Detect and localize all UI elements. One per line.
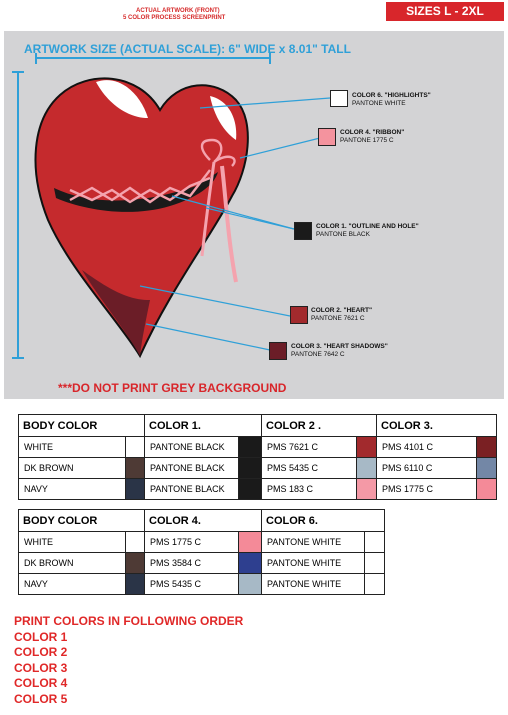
- callout-title: COLOR 4. "RIBBON": [340, 129, 405, 136]
- heart-graphic: [36, 78, 248, 356]
- body-swatch: [125, 479, 144, 500]
- artwork-size-label: ARTWORK SIZE (ACTUAL SCALE): 6" WIDE x 8.01" TALL: [24, 42, 351, 56]
- header-color-1: COLOR 1.: [145, 415, 262, 437]
- callout-pantone: PANTONE WHITE: [352, 100, 406, 107]
- callout-pantone: PANTONE 7621 C: [311, 315, 365, 322]
- print-order-item: COLOR 5: [14, 691, 68, 706]
- color2-value: PMS 7621 C: [262, 437, 357, 458]
- header-color-2: COLOR 2 .: [262, 415, 377, 437]
- print-order-item: COLOR 3: [14, 660, 68, 675]
- table-row: [19, 437, 497, 458]
- header-body-color: BODY COLOR: [19, 415, 145, 437]
- print-order-title: PRINT COLORS IN FOLLOWING ORDER: [14, 614, 244, 628]
- body-color-name: NAVY: [19, 479, 126, 500]
- color6-swatch: [365, 532, 385, 553]
- color6-value: PANTONE WHITE: [262, 532, 365, 553]
- body-swatch: [125, 532, 144, 553]
- table-row: [19, 479, 497, 500]
- color3-swatch: [477, 479, 497, 500]
- color3-callout: [291, 343, 388, 359]
- table-row: [19, 574, 385, 595]
- callout-title: COLOR 3. "HEART SHADOWS": [291, 343, 388, 350]
- color2-heart-swatch: [290, 306, 308, 324]
- callout-title: COLOR 2. "HEART": [311, 307, 373, 314]
- do-not-print-warning: ***DO NOT PRINT GREY BACKGROUND: [58, 381, 287, 395]
- color2-swatch: [357, 458, 377, 479]
- body-color-name: NAVY: [19, 574, 126, 595]
- color1-value: PANTONE BLACK: [145, 437, 239, 458]
- body-color-name: DK BROWN: [19, 458, 126, 479]
- color1-value: PANTONE BLACK: [145, 458, 239, 479]
- callout-title: COLOR 1. "OUTLINE AND HOLE": [316, 223, 419, 230]
- artwork-header-subtitle: 5 COLOR PROCESS SCREENPRINT: [123, 15, 226, 21]
- table-header-row: [19, 415, 497, 437]
- color3-shadows-swatch: [269, 342, 287, 360]
- color4-swatch: [239, 532, 262, 553]
- color2-callout: [311, 307, 372, 323]
- color4-value: PMS 3584 C: [145, 553, 239, 574]
- color6-value: PANTONE WHITE: [262, 553, 365, 574]
- body-swatch: [125, 553, 144, 574]
- callout-pantone: PANTONE 7642 C: [291, 351, 345, 358]
- body-swatch: [125, 458, 144, 479]
- color-spec-table-1: [18, 414, 497, 500]
- color3-value: PMS 1775 C: [377, 479, 477, 500]
- color-spec-table-2: [18, 509, 385, 595]
- color4-value: PMS 1775 C: [145, 532, 239, 553]
- color1-value: PANTONE BLACK: [145, 479, 239, 500]
- header-body-color: BODY COLOR: [19, 510, 145, 532]
- color4-value: PMS 5435 C: [145, 574, 239, 595]
- print-order-item: COLOR 4: [14, 676, 68, 691]
- header-color-3: COLOR 3.: [377, 415, 497, 437]
- color1-swatch: [239, 437, 262, 458]
- color1-callout: [316, 223, 419, 239]
- body-swatch: [125, 574, 144, 595]
- artwork-header-title: ACTUAL ARTWORK (FRONT): [136, 8, 220, 14]
- sizes-badge: SIZES L - 2XL: [386, 2, 504, 21]
- table-row: [19, 458, 497, 479]
- header-color-6: COLOR 6.: [262, 510, 385, 532]
- color3-value: PMS 6110 C: [377, 458, 477, 479]
- color2-swatch: [357, 437, 377, 458]
- color4-swatch: [239, 574, 262, 595]
- print-order-section: [14, 614, 243, 708]
- body-color-name: WHITE: [19, 532, 126, 553]
- color1-outline-swatch: [294, 222, 312, 240]
- color6-value: PANTONE WHITE: [262, 574, 365, 595]
- body-color-name: WHITE: [19, 437, 126, 458]
- body-color-name: DK BROWN: [19, 553, 126, 574]
- color2-value: PMS 5435 C: [262, 458, 357, 479]
- color2-swatch: [357, 479, 377, 500]
- callout-title: COLOR 6. "HIGHLIGHTS": [352, 92, 431, 99]
- color6-swatch: [365, 574, 385, 595]
- header-color-4: COLOR 4.: [145, 510, 262, 532]
- color4-swatch: [239, 553, 262, 574]
- callout-pantone: PANTONE 1775 C: [340, 137, 394, 144]
- color1-swatch: [239, 479, 262, 500]
- color1-swatch: [239, 458, 262, 479]
- color4-callout: [340, 129, 404, 145]
- color2-value: PMS 183 C: [262, 479, 357, 500]
- color6-callout: [352, 92, 431, 108]
- color3-swatch: [477, 437, 497, 458]
- print-order-item: COLOR 1: [14, 629, 68, 644]
- table-row: [19, 553, 385, 574]
- body-swatch: [125, 437, 144, 458]
- color3-value: PMS 4101 C: [377, 437, 477, 458]
- color4-ribbon-swatch: [318, 128, 336, 146]
- color6-highlights-swatch: [330, 90, 348, 107]
- table-header-row: [19, 510, 385, 532]
- color6-swatch: [365, 553, 385, 574]
- color3-swatch: [477, 458, 497, 479]
- callout-pantone: PANTONE BLACK: [316, 231, 370, 238]
- table-row: [19, 532, 385, 553]
- print-order-item: COLOR 2: [14, 645, 68, 660]
